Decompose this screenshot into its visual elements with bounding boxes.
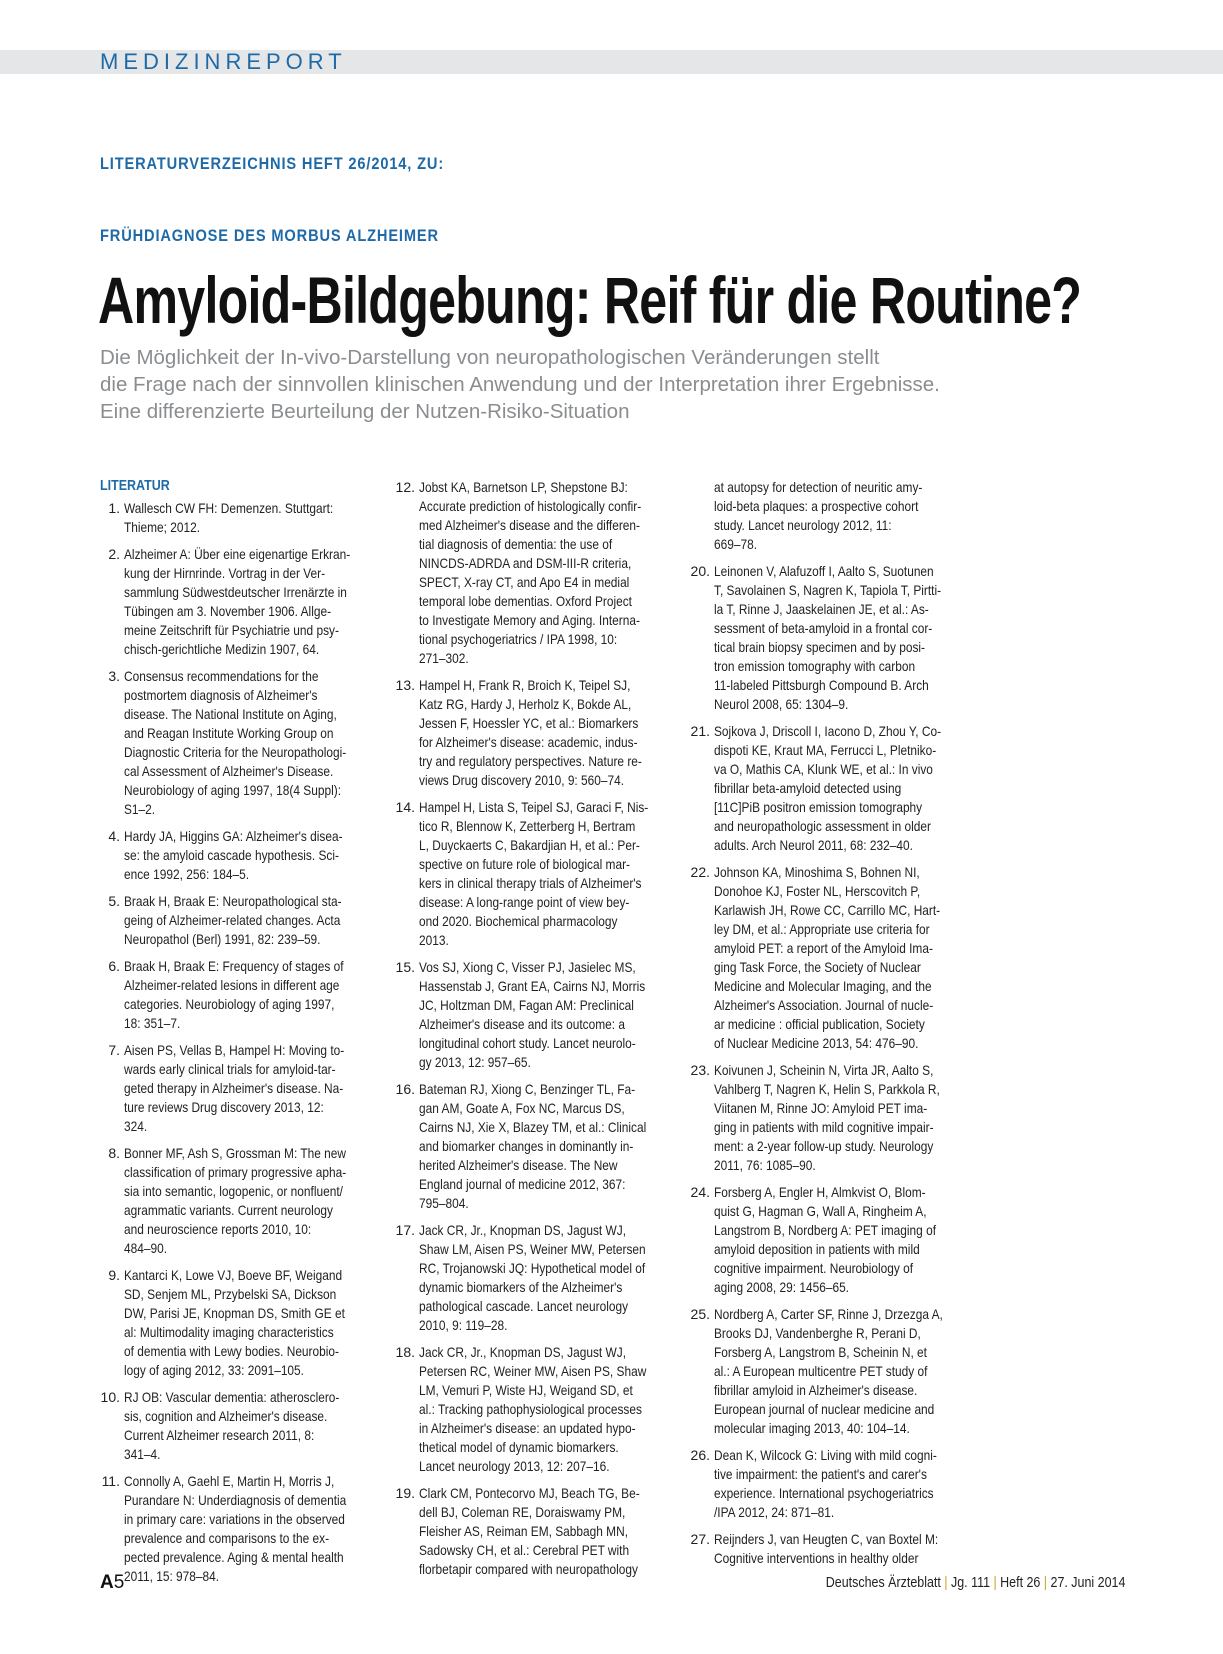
reference-line: Hampel H, Frank R, Broich K, Teipel SJ, xyxy=(419,677,631,693)
reference-line: meine Zeitschrift für Psychiatrie und psy- xyxy=(124,622,339,638)
reference-number: 26. xyxy=(690,1447,710,1463)
journal-footer: Deutsches Ärzteblatt | Jg. 111 | Heft 26 | 27. Juni 2014 xyxy=(825,1575,1125,1591)
reference-line: Neurobiology of aging 1997, 18(4 Suppl): xyxy=(124,782,342,798)
reference-line: T, Savolainen S, Nagren K, Tapiola T, Pirtti- xyxy=(714,582,942,598)
reference-line: postmortem diagnosis of Alzheimer's xyxy=(124,687,318,703)
reference-line: and neuropathologic assessment in older xyxy=(714,818,931,834)
reference-line: cognitive impairment. Neurobiology of xyxy=(714,1260,914,1276)
reference-line: Diagnostic Criteria for the Neuropathologi- xyxy=(124,744,347,760)
references-list-3 xyxy=(690,562,980,1568)
reference-item xyxy=(100,1266,390,1380)
kicker-bibliography: LITERATURVERZEICHNIS HEFT 26/2014, ZU: xyxy=(100,154,445,173)
reference-line: thetical model of dynamic biomarkers. xyxy=(419,1439,619,1455)
reference-line: dell BJ, Coleman RE, Doraiswamy PM, xyxy=(419,1504,626,1520)
reference-number: 9. xyxy=(108,1267,120,1283)
reference-number: 10. xyxy=(100,1389,120,1405)
reference-line: Accurate prediction of histologically confir- xyxy=(419,498,642,514)
reference-line: Forsberg A, Engler H, Almkvist O, Blom- xyxy=(714,1184,926,1200)
reference-line: Current Alzheimer research 2011, 8: xyxy=(124,1427,315,1443)
reference-line: Tübingen am 3. November 1906. Allge- xyxy=(124,603,332,619)
reference-line: Neurol 2008, 65: 1304–9. xyxy=(714,696,849,712)
reference-text xyxy=(124,499,390,537)
reference-line: 18: 351–7. xyxy=(124,1015,181,1031)
reference-line: dynamic biomarkers of the Alzheimer's xyxy=(419,1279,623,1295)
reference-item xyxy=(690,722,980,855)
reference-line: Koivunen J, Scheinin N, Virta JR, Aalto S, xyxy=(714,1062,934,1078)
reference-line: spective on future role of biological mar- xyxy=(419,856,630,872)
reference-line: England journal of medicine 2012, 367: xyxy=(419,1176,626,1192)
reference-line: Hardy JA, Higgins GA: Alzheimer's disea- xyxy=(124,828,343,844)
reference-line: try and regulatory perspectives. Nature re- xyxy=(419,753,642,769)
references-heading: LITERATUR xyxy=(100,478,170,494)
reference-number: 25. xyxy=(690,1306,710,1322)
reference-line: al: Multimodality imaging characteristics xyxy=(124,1324,334,1340)
reference-number: 14. xyxy=(395,799,415,815)
reference-item xyxy=(100,1144,390,1258)
reference-text xyxy=(124,1144,390,1258)
lede-line: die Frage nach der sinnvollen klinischen Anwendung und der Interpretation ihrer Ergebnisse. xyxy=(100,373,940,396)
reference-line: L, Duyckaerts C, Bakardjian H, et al.: Per- xyxy=(419,837,640,853)
reference-text xyxy=(714,1446,980,1522)
reference-line: 2011, 76: 1085–90. xyxy=(714,1157,816,1173)
reference-line: se: the amyloid cascade hypothesis. Sci- xyxy=(124,847,339,863)
reference-item xyxy=(100,1388,390,1464)
lede-line: Die Möglichkeit der In-vivo-Darstellung von neuropathologischen Veränderungen stellt xyxy=(100,346,880,369)
reference-item xyxy=(100,1472,390,1586)
reference-number: 12. xyxy=(395,479,415,495)
reference-line: tron emission tomography with carbon xyxy=(714,658,916,674)
reference-item xyxy=(395,1221,685,1335)
reference-number: 8. xyxy=(108,1145,120,1161)
reference-line: amyloid PET: a report of the Amyloid Ima- xyxy=(714,940,933,956)
reference-line: fibrillar amyloid in Alzheimer's disease. xyxy=(714,1382,918,1398)
reference-line: Jessen F, Hoessler YC, et al.: Biomarkers xyxy=(419,715,639,731)
reference-line: Cognitive interventions in healthy older xyxy=(714,1550,919,1566)
reference-number: 4. xyxy=(108,828,120,844)
reference-text xyxy=(419,958,685,1072)
reference-line: 795–804. xyxy=(419,1195,469,1211)
reference-item xyxy=(395,1080,685,1213)
reference-line: ar medicine : official publication, Society xyxy=(714,1016,925,1032)
reference-line: Langstrom B, Nordberg A: PET imaging of xyxy=(714,1222,937,1238)
reference-line: 2013. xyxy=(419,932,449,948)
reference-line: RC, Trojanowski JQ: Hypothetical model of xyxy=(419,1260,646,1276)
reference-number: 2. xyxy=(108,546,120,562)
reference-line: classification of primary progressive apha- xyxy=(124,1164,347,1180)
reference-line: Lancet neurology 2013, 12: 207–16. xyxy=(419,1458,610,1474)
reference-line: pathological cascade. Lancet neurology xyxy=(419,1298,629,1314)
reference-line: Johnson KA, Minoshima S, Bohnen NI, xyxy=(714,864,920,880)
reference-line: Jack CR, Jr., Knopman DS, Jagust WJ, xyxy=(419,1344,627,1360)
reference-line: Vahlberg T, Nagren K, Helin S, Parkkola R, xyxy=(714,1081,940,1097)
reference-line: Medicine and Molecular Imaging, and the xyxy=(714,978,932,994)
reference-line: Bateman RJ, Xiong C, Benzinger TL, Fa- xyxy=(419,1081,636,1097)
reference-text xyxy=(419,1221,685,1335)
reference-item xyxy=(690,1061,980,1175)
reference-line: quist G, Hagman G, Wall A, Ringheim A, xyxy=(714,1203,927,1219)
reference-line: Alzheimer's disease and its outcome: a xyxy=(419,1016,626,1032)
reference-line: and biomarker changes in dominantly in- xyxy=(419,1138,634,1154)
reference-item xyxy=(100,1041,390,1136)
reference-line: gy 2013, 12: 957–65. xyxy=(419,1054,531,1070)
reference-text xyxy=(714,863,980,1053)
reference-line: experience. International psychogeriatrics xyxy=(714,1485,934,1501)
reference-number: 27. xyxy=(690,1531,710,1547)
reference-line: Alzheimer's Association. Journal of nucle- xyxy=(714,997,934,1013)
references-column-2 xyxy=(395,478,685,1587)
reference-item xyxy=(690,863,980,1053)
reference-line: Clark CM, Pontecorvo MJ, Beach TG, Be- xyxy=(419,1485,640,1501)
reference-line: DW, Parisi JE, Knopman DS, Smith GE et xyxy=(124,1305,345,1321)
reference-line: Kantarci K, Lowe VJ, Boeve BF, Weigand xyxy=(124,1267,343,1283)
reference-text xyxy=(124,827,390,884)
reference-line: Cairns NJ, Xie X, Blazey TM, et al.: Clinical xyxy=(419,1119,647,1135)
reference-number: 17. xyxy=(395,1222,415,1238)
reference-item xyxy=(395,478,685,668)
reference-line: herited Alzheimer's disease. The New xyxy=(419,1157,618,1173)
reference-line: tico R, Blennow K, Zetterberg H, Bertram xyxy=(419,818,636,834)
reference-line: tical brain biopsy specimen and by posi- xyxy=(714,639,926,655)
reference-line: Consensus recommendations for the xyxy=(124,668,319,684)
reference-line: al.: A European multicentre PET study of xyxy=(714,1363,928,1379)
reference-item xyxy=(100,545,390,659)
reference-line: ging Task Force, the Society of Nuclear xyxy=(714,959,921,975)
reference-line: JC, Holtzman DM, Fagan AM: Preclinical xyxy=(419,997,634,1013)
reference-line: Hassenstab J, Grant EA, Cairns NJ, Morris xyxy=(419,978,646,994)
reference-line: to Investigate Memory and Aging. Interna- xyxy=(419,612,640,628)
reference-line: Dean K, Wilcock G: Living with mild cogni- xyxy=(714,1447,937,1463)
reference-text xyxy=(714,722,980,855)
reference-line: agrammatic variants. Current neurology xyxy=(124,1202,334,1218)
article-title: Amyloid-Bildgebung: Reif für die Routine? xyxy=(98,263,1082,337)
reference-line: Nordberg A, Carter SF, Rinne J, Drzezga A, xyxy=(714,1306,943,1322)
reference-item xyxy=(690,1446,980,1522)
reference-line: Aisen PS, Vellas B, Hampel H: Moving to- xyxy=(124,1042,345,1058)
reference-line: ley DM, et al.: Appropriate use criteria for xyxy=(714,921,930,937)
reference-line: al.: Tracking pathophysiological processes xyxy=(419,1401,642,1417)
reference-line: 271–302. xyxy=(419,650,469,666)
reference-line: RJ OB: Vascular dementia: atherosclero- xyxy=(124,1389,340,1405)
reference-text xyxy=(419,798,685,950)
reference-line: S1–2. xyxy=(124,801,156,817)
reference-number: 18. xyxy=(395,1344,415,1360)
reference-line: cal Assessment of Alzheimer's Disease. xyxy=(124,763,334,779)
reference-text xyxy=(714,562,980,714)
reference-item xyxy=(690,1530,980,1568)
reference-line: geing of Alzheimer-related changes. Acta xyxy=(124,912,341,928)
reference-line: med Alzheimer's disease and the differen- xyxy=(419,517,641,533)
reference-number: 13. xyxy=(395,677,415,693)
reference-line: kers in clinical therapy trials of Alzheimer's xyxy=(419,875,642,891)
reference-line: 341–4. xyxy=(124,1446,161,1462)
references-column-1 xyxy=(100,499,390,1594)
reference-number: 24. xyxy=(690,1184,710,1200)
reference-line: sia into semantic, logopenic, or nonfluent/ xyxy=(124,1183,343,1199)
reference-item xyxy=(100,499,390,537)
reference-line: Sadowsky CH, et al.: Cerebral PET with xyxy=(419,1542,630,1558)
reference-line: SPECT, X-ray CT, and Apo E4 in medial xyxy=(419,574,630,590)
reference-line: Reijnders J, van Heugten C, van Boxtel M: xyxy=(714,1531,939,1547)
reference-number: 6. xyxy=(108,958,120,974)
reference-line: Fleisher AS, Reiman EM, Sabbagh MN, xyxy=(419,1523,629,1539)
reference-number: 22. xyxy=(690,864,710,880)
reference-text xyxy=(419,1080,685,1213)
reference-line: NINCDS-ADRDA and DSM-III-R criteria, xyxy=(419,555,632,571)
reference-line: Alzheimer A: Über eine eigenartige Erkran- xyxy=(124,546,351,562)
reference-line: Donohoe KJ, Foster NL, Herscovitch P, xyxy=(714,883,921,899)
reference-line: ture reviews Drug discovery 2013, 12: xyxy=(124,1099,324,1115)
reference-line: views Drug discovery 2010, 9: 560–74. xyxy=(419,772,625,788)
reference-line: of dementia with Lewy bodies. Neurobio- xyxy=(124,1343,339,1359)
reference-number: 5. xyxy=(108,893,120,909)
reference-line: 2011, 15: 978–84. xyxy=(124,1568,220,1584)
reference-item xyxy=(100,892,390,949)
reference-number: 3. xyxy=(108,668,120,684)
reference-text xyxy=(124,667,390,819)
reference-item xyxy=(100,827,390,884)
reference-text xyxy=(714,1305,980,1438)
reference-line: chisch-gerichtliche Medizin 1907, 64. xyxy=(124,641,320,657)
reference-line: gan AM, Goate A, Fox NC, Marcus DS, xyxy=(419,1100,625,1116)
reference-line: Neuropathol (Berl) 1991, 82: 239–59. xyxy=(124,931,321,947)
reference-number: 23. xyxy=(690,1062,710,1078)
reference-line: adults. Arch Neurol 2011, 68: 232–40. xyxy=(714,837,913,853)
reference-text xyxy=(714,1061,980,1175)
reference-line: va O, Mathis CA, Klunk WE, et al.: In vivo xyxy=(714,761,933,777)
reference-line: longitudinal cohort study. Lancet neurolo- xyxy=(419,1035,636,1051)
journal-volume: Jg. 111 xyxy=(950,1575,990,1591)
reference-line: Viitanen M, Rinne JO: Amyloid PET ima- xyxy=(714,1100,928,1116)
reference-text xyxy=(419,478,685,668)
reference-number: 11. xyxy=(101,1473,120,1489)
reference-line: Bonner MF, Ash S, Grossman M: The new xyxy=(124,1145,347,1161)
page-number xyxy=(100,1572,124,1594)
reference-item xyxy=(395,798,685,950)
lede-line: Eine differenzierte Beurteilung der Nutzen-Risiko-Situation xyxy=(100,400,630,423)
reference-line: at autopsy for detection of neuritic amy- xyxy=(714,479,923,495)
reference-line: Karlawish JH, Rowe CC, Carrillo MC, Hart- xyxy=(714,902,941,918)
reference-number: 7. xyxy=(108,1042,120,1058)
reference-line: 2010, 9: 119–28. xyxy=(419,1317,508,1333)
reference-line: Jack CR, Jr., Knopman DS, Jagust WJ, xyxy=(419,1222,627,1238)
reference-line: kung der Hirnrinde. Vortrag in der Ver- xyxy=(124,565,326,581)
reference-number: 20. xyxy=(690,563,710,579)
reference-line: Braak H, Braak E: Frequency of stages of xyxy=(124,958,344,974)
references-column-3 xyxy=(690,478,980,1576)
reference-line: Shaw LM, Aisen PS, Weiner MW, Petersen xyxy=(419,1241,646,1257)
reference-line: Thieme; 2012. xyxy=(124,519,201,535)
reference-line: in primary care: variations in the observed xyxy=(124,1511,345,1527)
reference-text xyxy=(124,957,390,1033)
reference-line: amyloid deposition in patients with mild xyxy=(714,1241,920,1257)
reference-line: temporal lobe dementias. Oxford Project xyxy=(419,593,632,609)
reference-line: 484–90. xyxy=(124,1240,168,1256)
reference-number: 21. xyxy=(690,723,710,739)
reference-line: Alzheimer-related lesions in different age xyxy=(124,977,340,993)
reference-line: pected prevalence. Aging & mental health xyxy=(124,1549,344,1565)
reference-line: florbetapir compared with neuropathology xyxy=(419,1561,638,1577)
reference-line: molecular imaging 2013, 40: 104–14. xyxy=(714,1420,910,1436)
reference-line: geted therapy in Alzheimer's disease. Na- xyxy=(124,1080,344,1096)
reference-line: for Alzheimer's disease: academic, indus- xyxy=(419,734,638,750)
reference-line: la T, Rinne J, Jaaskelainen JE, et al.: As- xyxy=(714,601,929,617)
reference-line: Wallesch CW FH: Demenzen. Stuttgart: xyxy=(124,500,334,516)
reference-line: dispoti KE, Kraut MA, Ferrucci L, Pletniko- xyxy=(714,742,937,758)
reference-line: disease: A long-range point of view bey- xyxy=(419,894,630,910)
reference-text xyxy=(124,1388,390,1464)
reference-line: 669–78. xyxy=(714,536,758,552)
reference-line: wards early clinical trials for amyloid-tar- xyxy=(124,1061,336,1077)
reference-text xyxy=(419,1343,685,1476)
reference-line: and Reagan Institute Working Group on xyxy=(124,725,334,741)
reference-text xyxy=(124,1266,390,1380)
reference-line: ence 1992, 256: 184–5. xyxy=(124,866,250,882)
reference-line: ging in patients with mild cognitive impair- xyxy=(714,1119,934,1135)
reference-line: Jobst KA, Barnetson LP, Shepstone BJ: xyxy=(419,479,628,495)
reference-item xyxy=(690,1305,980,1438)
reference-line: categories. Neurobiology of aging 1997, xyxy=(124,996,335,1012)
reference-line: aging 2008, 29: 1456–65. xyxy=(714,1279,849,1295)
reference-line: fibrillar beta-amyloid detected using xyxy=(714,780,902,796)
reference-line: Hampel H, Lista S, Teipel SJ, Garaci F, Nis- xyxy=(419,799,649,815)
journal-date: 27. Juni 2014 xyxy=(1050,1575,1125,1591)
reference-line: SD, Senjem ML, Przybelski SA, Dickson xyxy=(124,1286,337,1302)
reference-line: Purandare N: Underdiagnosis of dementia xyxy=(124,1492,347,1508)
reference-line: tive impairment: the patient's and carer's xyxy=(714,1466,927,1482)
reference-item xyxy=(395,958,685,1072)
reference-line: sammlung Südwestdeutscher Irrenärzte in xyxy=(124,584,347,600)
reference-line: 11-labeled Pittsburgh Compound B. Arch xyxy=(714,677,929,693)
reference-line: 324. xyxy=(124,1118,148,1134)
reference-text xyxy=(714,1530,980,1568)
reference-text xyxy=(419,676,685,790)
journal-issue: Heft 26 xyxy=(999,1575,1040,1591)
reference-line: loid-beta plaques: a prospective cohort xyxy=(714,498,919,514)
reference-text xyxy=(124,1472,390,1586)
reference-item xyxy=(395,1484,685,1579)
reference-line: and neuroscience reports 2010, 10: xyxy=(124,1221,312,1237)
reference-line: Connolly A, Gaehl E, Martin H, Morris J, xyxy=(124,1473,335,1489)
page-prefix: A xyxy=(100,1572,114,1593)
reference-line: disease. The National Institute on Aging, xyxy=(124,706,337,722)
reference-line: Petersen RC, Weiner MW, Aisen PS, Shaw xyxy=(419,1363,647,1379)
section-label: MEDIZINREPORT xyxy=(100,49,347,74)
reference-item xyxy=(100,957,390,1033)
reference-text xyxy=(714,1183,980,1297)
journal-name: Deutsches Ärzteblatt xyxy=(825,1575,941,1591)
reference-number: 16. xyxy=(395,1081,415,1097)
reference-line: /IPA 2012, 24: 871–81. xyxy=(714,1504,835,1520)
page-number-value: 5 xyxy=(113,1572,125,1593)
reference-line: study. Lancet neurology 2012, 11: xyxy=(714,517,892,533)
reference-item xyxy=(395,676,685,790)
reference-item xyxy=(395,1343,685,1476)
reference-item xyxy=(100,667,390,819)
reference-line: prevalence and comparisons to the ex- xyxy=(124,1530,330,1546)
reference-line: LM, Vemuri P, Wiste HJ, Weigand SD, et xyxy=(419,1382,633,1398)
reference-line: European journal of nuclear medicine and xyxy=(714,1401,935,1417)
reference-number: 19. xyxy=(395,1485,415,1501)
reference-line: tional psychogeriatrics / IPA 1998, 10: xyxy=(419,631,618,647)
reference-line: [11C]PiB positron emission tomography xyxy=(714,799,923,815)
reference-line: Forsberg A, Langstrom B, Scheinin N, et xyxy=(714,1344,927,1360)
reference-line: ond 2020. Biochemical pharmacology xyxy=(419,913,618,929)
reference-line: Braak H, Braak E: Neuropathological sta- xyxy=(124,893,342,909)
reference-line: Sojkova J, Driscoll I, Iacono D, Zhou Y, Co- xyxy=(714,723,942,739)
reference-item xyxy=(690,1183,980,1297)
reference-number: 1. xyxy=(108,500,120,516)
reference-number: 15. xyxy=(395,959,415,975)
reference-text xyxy=(124,1041,390,1136)
reference-line: Brooks DJ, Vandenberghe R, Perani D, xyxy=(714,1325,921,1341)
reference-text xyxy=(419,1484,685,1579)
reference-item xyxy=(690,562,980,714)
reference-line: Leinonen V, Alafuzoff I, Aalto S, Suotunen xyxy=(714,563,934,579)
reference-line: ment: a 2-year follow-up study. Neurology xyxy=(714,1138,934,1154)
reference-line: sis, cognition and Alzheimer's disease. xyxy=(124,1408,328,1424)
reference-line: tial diagnosis of dementia: the use of xyxy=(419,536,613,552)
kicker-topic: FRÜHDIAGNOSE DES MORBUS ALZHEIMER xyxy=(100,226,439,245)
article-lede xyxy=(100,344,1100,425)
reference-line: logy of aging 2012, 33: 2091–105. xyxy=(124,1362,304,1378)
reference-line: Vos SJ, Xiong C, Visser PJ, Jasielec MS, xyxy=(419,959,636,975)
reference-text xyxy=(124,545,390,659)
reference-line: in Alzheimer's disease: an updated hypo- xyxy=(419,1420,636,1436)
reference-line: sessment of beta-amyloid in a frontal cor- xyxy=(714,620,933,636)
reference-line: of Nuclear Medicine 2013, 54: 476–90. xyxy=(714,1035,919,1051)
reference-continuation xyxy=(690,478,980,554)
reference-text xyxy=(124,892,390,949)
reference-line: Katz RG, Hardy J, Herholz K, Bokde AL, xyxy=(419,696,632,712)
